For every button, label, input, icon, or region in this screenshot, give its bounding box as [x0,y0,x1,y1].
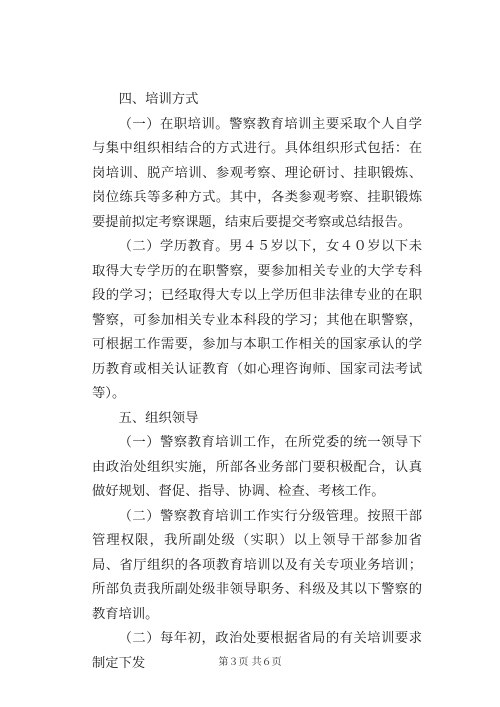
document-body [92,88,422,676]
paragraph-annual-plan: （二）每年初，政治处要根据省局的有关培训要求制定下发 [92,631,422,671]
section-heading-organization-leadership: 五、组织领导 [118,410,199,426]
section-heading-training-methods: 四、培训方式 [118,92,199,107]
paragraph-unified-leadership: （一）警察教育培训工作，在所党委的统一领导下由政治处组织实施，所部各业务部门要积极配合，认真做好规划、督促、指导、协调、检查、考核工作。 [92,435,422,499]
paragraph-tiered-management: （二）警察教育培训工作实行分级管理。按照干部管理权限，我所副处级（实职）以上领导干部参加省局、省厅组织的各项教育培训以及有关专项业务培训；所部负责我所副处级非领导职务、科级及其以下警察的教育培训。 [92,508,422,622]
page-number-footer: 第３页 共６页 [218,657,282,668]
paragraph-academic-education: （二）学历教育。男４５岁以下，女４０岁以下未取得大专学历的在职警察，要参加相关专业的大学专科段的学习；已经取得大专以上学历但非法律专业的在职警察，可参加相关专业本科段的学习；其他在职警察，可根据工作需要，参加与本职工作相关的国家承认的学历教育或相关认证教育（如心理咨询师、国家司法考试等）。 [92,239,422,401]
paragraph-in-service-training: （一）在职培训。警察教育培训主要采取个人自学与集中组织相结合的方式进行。具体组织形式包括：在岗培训、脱产培训、参观考察、理论研讨、挂职锻炼、岗位练兵等多种方式。其中，各类参观考察、挂职锻炼要提前拟定考察课题，结束后要提交考察或总结报告。 [92,116,422,230]
